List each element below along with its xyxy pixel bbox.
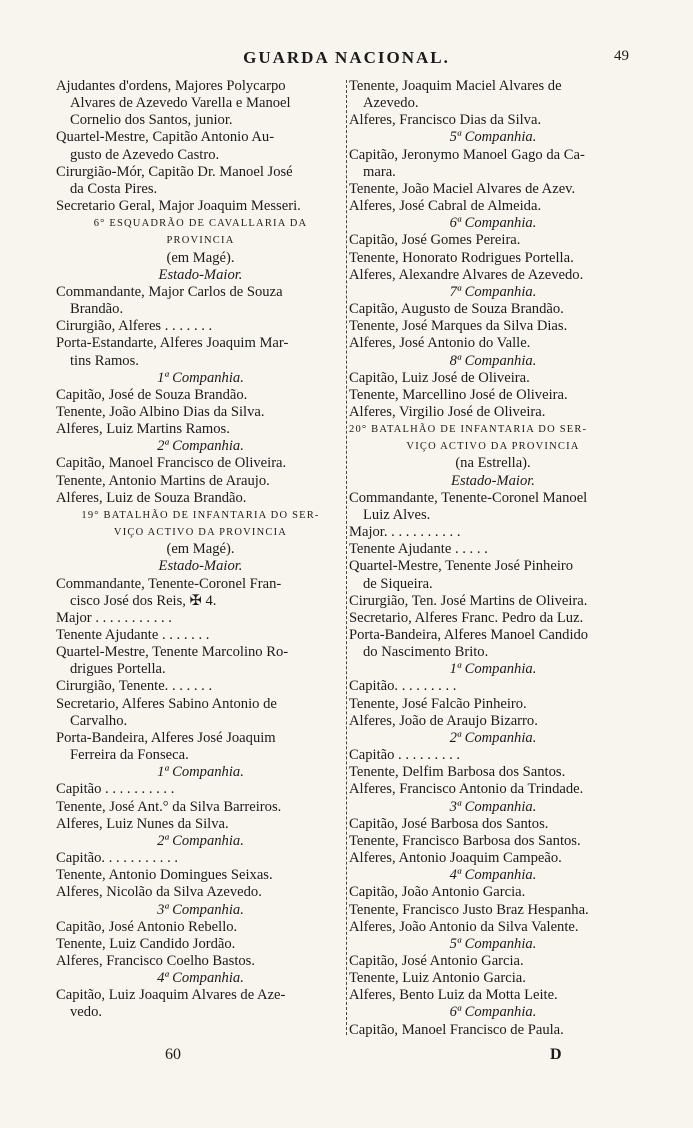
section-heading: Estado-Maior.	[158, 266, 243, 283]
text-line: Commandante, Major Carlos de Souza	[56, 283, 283, 300]
text-line: Major . . . . . . . . . . .	[56, 609, 172, 626]
text-line: Alferes, Virgilio José de Oliveira.	[349, 403, 546, 420]
text-line: Ajudantes d'ordens, Majores Polycarpo	[56, 78, 286, 94]
text-line: cisco José dos Reis, ✠ 4.	[70, 592, 217, 609]
text-line: Capitão . . . . . . . . . .	[56, 781, 175, 798]
text-line: Alferes, Luiz Nunes da Silva.	[56, 815, 229, 832]
text-line: Capitão. . . . . . . . .	[349, 678, 457, 695]
text-line: Secretario, Alferes Sabino Antonio de	[56, 695, 277, 712]
text-line: Capitão, José Antonio Rebello.	[56, 918, 238, 935]
text-line: (em Magé).	[166, 541, 235, 558]
section-heading: 7ª Companhia.	[449, 283, 537, 300]
text-line: Capitão, Luiz Joaquim Alvares de Aze-	[56, 987, 286, 1004]
text-line: Tenente, João Albino Dias da Silva.	[56, 403, 265, 420]
section-heading: 4ª Companhia.	[449, 867, 537, 884]
text-line: Tenente, Delfim Barbosa dos Santos.	[349, 764, 566, 781]
text-line: Carvalho.	[70, 712, 128, 729]
text-line: 20° BATALHÃO DE INFANTARIA DO SER-	[349, 424, 588, 436]
running-title: GUARDA NACIONAL.	[243, 48, 450, 67]
text-line: Brandão.	[70, 301, 124, 318]
text-line: Porta-Estandarte, Alferes Joaquim Mar-	[56, 335, 289, 352]
text-line: Tenente, Luiz Candido Jordão.	[56, 935, 236, 952]
section-heading: Estado-Maior.	[451, 472, 535, 489]
text-line: Tenente, Joaquim Maciel Alvares de	[349, 78, 562, 94]
text-line: Capitão, Luiz José de Oliveira.	[349, 369, 530, 386]
text-line: Cirurgião, Alferes . . . . . . .	[56, 318, 213, 335]
text-line: Tenente, Marcellino José de Oliveira.	[349, 386, 568, 403]
text-line: Major. . . . . . . . . . .	[349, 524, 461, 541]
text-line: Tenente Ajudante . . . . .	[349, 541, 488, 558]
text-line: Capitão, Manoel Francisco de Oliveira.	[56, 455, 287, 472]
text-line: vedo.	[70, 1004, 103, 1021]
text-line: Cirurgião, Ten. José Martins de Oliveira.	[349, 592, 588, 609]
text-line: VIÇO ACTIVO DA PROVINCIA	[406, 441, 580, 453]
text-line: Alferes, Nicolão da Silva Azevedo.	[56, 884, 262, 901]
text-line: Alferes, João Antonio da Silva Valente.	[349, 918, 579, 935]
text-line: Capitão, Manoel Francisco de Paula.	[349, 1021, 564, 1038]
text-line: Alferes, João de Araujo Bizarro.	[349, 712, 538, 729]
right-column	[349, 78, 637, 1039]
text-line: (na Estrella).	[455, 455, 531, 472]
section-heading: 1ª Companhia.	[157, 764, 244, 781]
section-heading: 8ª Companhia.	[449, 352, 537, 369]
text-line: gusto de Azevedo Castro.	[70, 146, 220, 163]
text-line: Alferes, Bento Luiz da Motta Leite.	[349, 987, 558, 1004]
text-line: Cirurgião, Tenente. . . . . . .	[56, 678, 213, 695]
text-line: Quartel-Mestre, Tenente Marcolino Ro-	[56, 644, 289, 661]
text-line: Quartel-Mestre, Tenente José Pinheiro	[349, 558, 574, 575]
page-number: 49	[614, 48, 629, 64]
text-line: Capitão, José de Souza Brandão.	[56, 386, 248, 403]
text-line: Alferes, Francisco Coelho Bastos.	[56, 952, 256, 969]
text-line: Secretario, Alferes Franc. Pedro da Luz.	[349, 609, 584, 626]
section-heading: 5ª Companhia.	[449, 935, 537, 952]
text-line: Tenente, José Marques da Silva Dias.	[349, 318, 568, 335]
section-heading: 6ª Companhia.	[449, 1004, 537, 1021]
section-heading: 5ª Companhia.	[449, 129, 537, 146]
text-line: Azevedo.	[363, 95, 419, 112]
text-line: PROVINCIA	[166, 235, 235, 247]
text-line: Tenente, Francisco Justo Braz Hespanha.	[349, 901, 589, 918]
text-line: mara.	[363, 163, 396, 180]
text-line: Capitão, Jeronymo Manoel Gago da Ca-	[349, 146, 585, 163]
text-line: Tenente, João Maciel Alvares de Azev.	[349, 180, 576, 197]
text-line: Porta-Bandeira, Alferes José Joaquim	[56, 729, 276, 746]
signature-mark-right: D	[550, 1046, 562, 1063]
text-line: VIÇO ACTIVO DA PROVINCIA	[113, 527, 288, 539]
section-heading: 2ª Companhia.	[449, 729, 537, 746]
text-line: Alferes, Luiz de Souza Brandão.	[56, 489, 247, 506]
section-heading: 1ª Companhia.	[449, 661, 537, 678]
section-heading: 4ª Companhia.	[157, 970, 244, 987]
text-line: Tenente Ajudante . . . . . . .	[56, 627, 210, 643]
text-line: Capitão . . . . . . . . .	[349, 747, 461, 764]
text-line: Tenente, Antonio Martins de Araujo.	[56, 472, 270, 489]
text-line: do Nascimento Brito.	[363, 644, 489, 661]
text-line: Porta-Bandeira, Alferes Manoel Candido	[349, 627, 589, 643]
section-heading: 2ª Companhia.	[157, 832, 244, 849]
text-line: Capitão, José Gomes Pereira.	[349, 232, 521, 249]
signature-mark-left: 60	[165, 1046, 181, 1063]
left-column	[56, 78, 345, 1022]
text-line: Alferes, José Antonio do Valle.	[349, 335, 531, 352]
text-line: Alferes, Francisco Dias da Silva.	[349, 112, 542, 129]
text-line: Alferes, Alexandre Alvares de Azevedo.	[349, 266, 584, 283]
text-line: Quartel-Mestre, Capitão Antonio Au-	[56, 129, 275, 146]
text-line: Secretario Geral, Major Joaquim Messeri.	[56, 198, 301, 215]
text-line: 6° ESQUADRÃO DE CAVALLARIA DA	[93, 218, 308, 230]
column-divider	[346, 80, 347, 1035]
text-line: Tenente, José Falcão Pinheiro.	[349, 695, 527, 712]
section-heading: 1ª Companhia.	[157, 369, 244, 386]
text-line: Tenente, Honorato Rodrigues Portella.	[349, 249, 574, 266]
text-line: drigues Portella.	[70, 661, 166, 678]
text-line: Alferes, Antonio Joaquim Campeão.	[349, 850, 562, 867]
section-heading: Estado-Maior.	[158, 558, 243, 575]
text-line: (em Magé).	[166, 249, 235, 266]
text-line: Capitão, José Antonio Garcia.	[349, 952, 524, 969]
section-heading: 3ª Companhia.	[449, 798, 537, 815]
text-line: Capitão, José Barbosa dos Santos.	[349, 815, 549, 832]
text-line: Cirurgião-Mór, Capitão Dr. Manoel José	[56, 163, 293, 180]
text-line: Capitão, João Antonio Garcia.	[349, 884, 526, 901]
text-line: Cornelio dos Santos, junior.	[70, 112, 233, 129]
section-heading: 2ª Companhia.	[157, 438, 244, 455]
text-line: Capitão. . . . . . . . . . .	[56, 850, 179, 867]
text-line: Alferes, Luiz Martins Ramos.	[56, 421, 230, 438]
text-line: Alferes, José Cabral de Almeida.	[349, 198, 542, 215]
text-line: Tenente, Francisco Barbosa dos Santos.	[349, 832, 581, 849]
text-line: Luiz Alves.	[363, 506, 431, 523]
text-line: tins Ramos.	[70, 352, 139, 369]
section-heading: 3ª Companhia.	[157, 901, 244, 918]
text-line: Commandante, Tenente-Coronel Fran-	[56, 575, 282, 592]
section-heading: 6ª Companhia.	[449, 215, 537, 232]
text-line: Tenente, Luiz Antonio Garcia.	[349, 970, 526, 987]
text-line: de Siqueira.	[363, 575, 433, 592]
text-line: Tenente, Antonio Domingues Seixas.	[56, 867, 273, 884]
text-line: Commandante, Tenente-Coronel Manoel	[349, 489, 588, 506]
text-line: Alferes, Francisco Antonio da Trindade.	[349, 781, 584, 798]
text-line: da Costa Pires.	[70, 180, 158, 197]
text-line: Tenente, José Ant.° da Silva Barreiros.	[56, 798, 282, 815]
text-line: Alvares de Azevedo Varella e Manoel	[70, 95, 291, 112]
text-line: Capitão, Augusto de Souza Brandão.	[349, 301, 564, 318]
text-line: Ferreira da Fonseca.	[70, 747, 189, 764]
text-line: 19° BATALHÃO DE INFANTARIA DO SER-	[81, 509, 320, 521]
